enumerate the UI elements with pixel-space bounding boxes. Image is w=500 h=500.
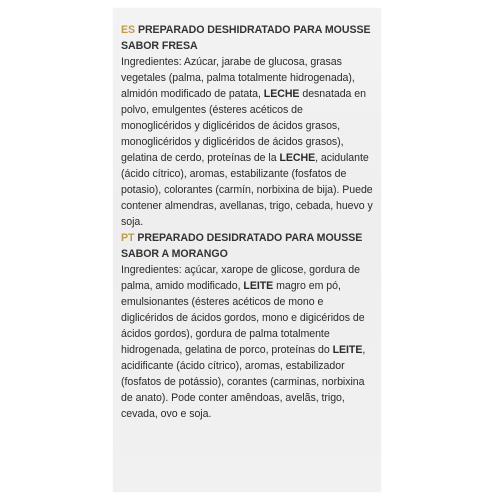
heading-es	[121, 22, 375, 54]
allergen-es-2: LECHE	[279, 152, 316, 164]
ingredients-pt-part1: Ingredientes: açúcar, xarope de glicose, gordura de palma, amido modificado,	[121, 264, 360, 292]
allergen-pt-1: LEITE	[243, 280, 274, 292]
ingredients-pt-text	[121, 262, 375, 422]
ingredients-es-part3: , acidulante (ácido cítrico), aromas, estabilizante (fosfatos de potasio), colorantes (carmín, norbixina de bija). Puede contener almendras, avellanas, trigo, cebada, huevo y soja.	[121, 152, 373, 228]
ingredients-es	[121, 54, 375, 230]
section-es	[121, 22, 375, 230]
ingredients-pt-part2: magro em pó, emulsionantes (ésteres acéticos de mono e diglicéridos de ácidos gordos, mono e digicéridos de ácidos gordos), gordura de palma totalmente hidrogenada, gelatina de porco, proteínas do	[121, 280, 365, 356]
ingredient-label-card	[113, 8, 381, 492]
ingredients-es-part2: desnatada en polvo, emulgentes (ésteres acéticos de monoglicéridos y diglicéridos de ácidos grasos, monoglicéridos y diglicéridos de ácidos grasos), gelatina de cerdo, proteínas de la	[121, 88, 366, 164]
ingredients-es-text	[121, 54, 375, 230]
ingredients-pt-part3: , acidificante (ácido cítrico), aromas, estabilizador (fosfatos de potássio), corantes (carminas, norbixina de anato). Pode conter amêndoas, avelãs, trigo, cevada, ovo e soja.	[121, 344, 366, 420]
ingredients-pt	[121, 262, 375, 422]
label-text-block	[121, 22, 375, 422]
lang-code-pt: PT	[121, 232, 135, 244]
title-es-line2: SABOR FRESA	[121, 40, 198, 52]
lang-code-es: ES	[121, 24, 136, 36]
ingredients-es-part1: Ingredientes: Azúcar, jarabe de glucosa, grasas vegetales (palma, palma totalmente hidrogenada), almidón modificado de patata,	[121, 56, 355, 100]
heading-pt	[121, 230, 375, 262]
allergen-pt-2: LEITE	[332, 344, 363, 356]
title-pt-line1: PREPARADO DESIDRATADO PARA MOUSSE	[134, 232, 363, 244]
title-es-line1: PREPARADO DESHIDRATADO PARA MOUSSE	[135, 24, 371, 36]
section-pt	[121, 230, 375, 422]
allergen-es-1: LECHE	[263, 88, 300, 100]
title-pt-line2: SABOR A MORANGO	[121, 248, 228, 260]
